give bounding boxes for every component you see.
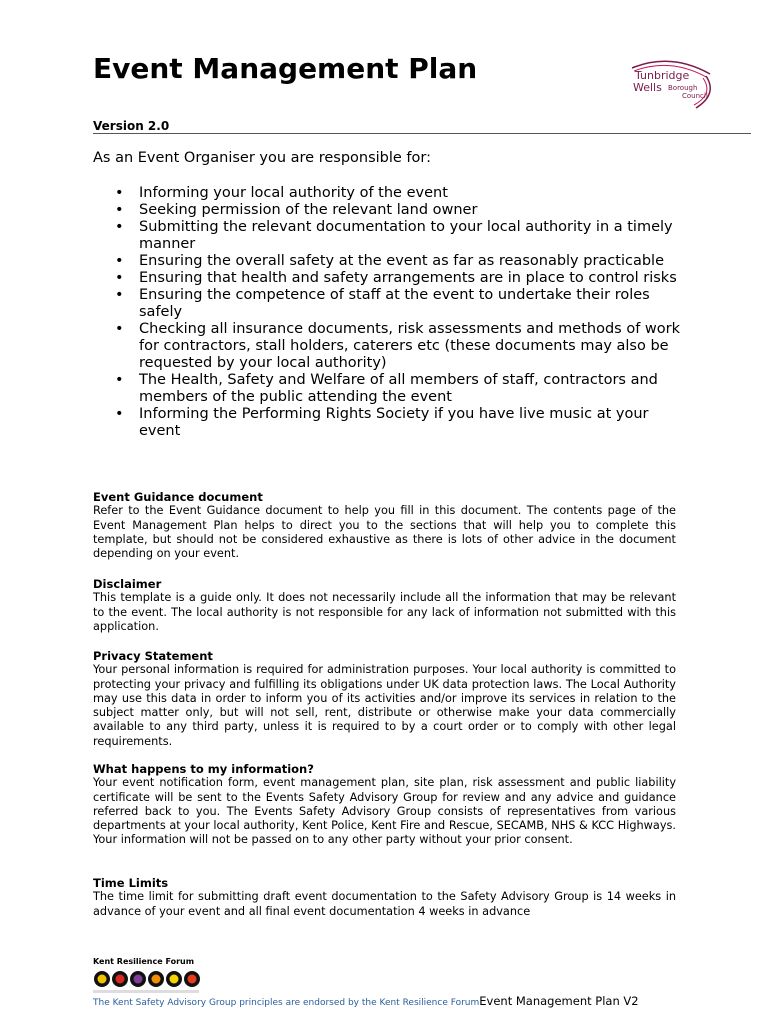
list-item: • Ensuring the overall safety at the event as far as reasonably practicable [115,253,664,269]
bullet-icon: • [115,270,124,286]
section-event-guidance [93,490,676,561]
section-body: The time limit for submitting draft event documentation to the Safety Advisory Group is 14 weeks in advance of your event and all final event documentation 4 weeks in advance [93,890,676,918]
intro-text: As an Event Organiser you are responsible for: [93,150,431,166]
forum-logo-strapline [93,990,199,993]
bullet-icon: • [115,185,124,201]
list-item: • Ensuring the competence of staff at the event to undertake their roles safely [115,287,650,320]
forum-logo-text: Kent Resilience Forum [93,957,195,966]
logo-text: Borough [668,84,698,92]
logo-text: Tunbridge [635,69,690,82]
section-privacy [93,649,676,749]
section-heading: Time Limits [93,876,169,890]
bullet-icon: • [115,202,124,218]
list-item: • Submitting the relevant documentation to your local authority in a timely manner [115,219,673,252]
list-item: • Ensuring that health and safety arrangements are in place to control risks [115,270,677,286]
section-body: Your personal information is required for administration purposes. Your local authority is committed to protecting your privacy and fulfilling its obligations under UK data protection laws. The Local Authority may use this data in order to inform you of its activities and/or improve its services in relation to the subject matter only, but will not sell, rent, distribute or otherwise make your data commercially available to any third party, unless it is required to by a court order or to comply with other legal requirements. [93,663,676,748]
page-footer [93,994,693,1011]
version-label: Version 2.0 [93,119,170,133]
bullet-icon: • [115,287,124,303]
list-item: • Informing the Performing Rights Society if you have live music at your event [115,406,649,439]
agency-circles-icon [93,969,203,989]
section-heading: Event Guidance document [93,490,263,504]
section-disclaimer [93,577,676,634]
list-item: • Seeking permission of the relevant land owner [115,202,478,218]
page-title: Event Management Plan [93,52,478,85]
section-heading: Disclaimer [93,577,162,591]
logo-text: Council [682,92,708,100]
bullet-icon: • [115,253,124,269]
bullet-icon: • [115,372,124,388]
endorsement-note: The Kent Safety Advisory Group principles are endorsed by the Kent Resilience Forum [93,998,480,1008]
responsibilities-list [93,185,693,440]
section-information [93,762,676,848]
list-item: • Checking all insurance documents, risk assessments and methods of work for contractors, stall holders, caterers etc (these documents may also be requested by your local authority) [115,321,681,371]
kent-resilience-forum-logo [93,957,203,997]
section-body: Refer to the Event Guidance document to help you fill in this document. The contents page of the Event Management Plan helps to direct you to the sections that will help you to complete this template, but should not be considered exhaustive as there is lots of other advice in the document depending on your event. [93,504,676,561]
section-heading: Privacy Statement [93,649,213,663]
bullet-icon: • [115,321,124,337]
header-divider [93,133,751,134]
logo-text: Wells [633,81,662,94]
section-body: Your event notification form, event management plan, site plan, risk assessment and public liability certificate will be sent to the Events Safety Advisory Group for review and any advice and guidance referred back to you. The Events Safety Advisory Group consists of representatives from various departments at your local authority, Kent Police, Kent Fire and Rescue, SECAMB, NHS & KCC Highways. Your information will not be passed on to any other party without your prior consent. [93,776,676,847]
document-name: Event Management Plan V2 [479,994,639,1008]
section-time-limits [93,876,676,919]
bullet-icon: • [115,219,124,235]
section-heading: What happens to my information? [93,762,314,776]
list-item: • Informing your local authority of the event [115,185,448,201]
council-logo [626,56,716,112]
list-item: • The Health, Safety and Welfare of all members of staff, contractors and members of the public attending the event [115,372,658,405]
section-body: This template is a guide only. It does not necessarily include all the information that may be relevant to the event. The local authority is not responsible for any lack of information not submitted with this application. [93,591,676,633]
bullet-icon: • [115,406,124,422]
